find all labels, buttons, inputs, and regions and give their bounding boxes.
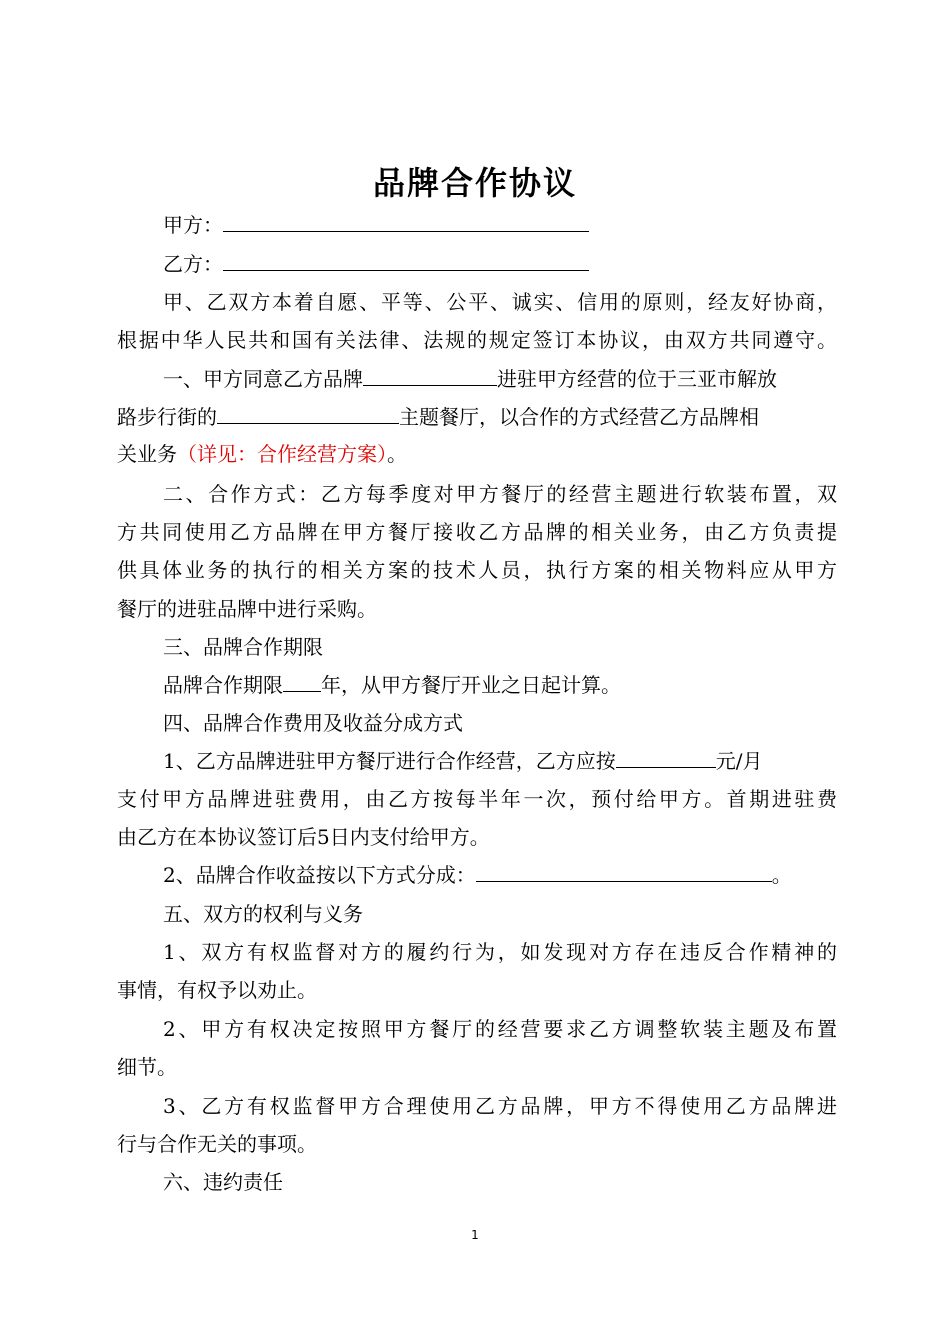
clause5-item3-line-1: 3、乙方有权监督甲方合理使用乙方品牌，甲方不得使用乙方品牌进 <box>163 1094 837 1118</box>
clause4-item2-suffix: 。 <box>771 863 792 887</box>
clause2-line-3: 供具体业务的执行的相关方案的技术人员，执行方案的相关物料应从甲方 <box>117 558 837 582</box>
clause1-line1-prefix: 一、甲方同意乙方品牌 <box>163 367 363 391</box>
brand-name-blank <box>363 365 497 386</box>
clause4-item1-prefix: 1、乙方品牌进驻甲方餐厅进行合作经营，乙方应按 <box>163 749 616 773</box>
clause1-line2-suffix: 主题餐厅，以合作的方式经营乙方品牌相 <box>399 405 759 429</box>
clause6-heading: 六、违约责任 <box>163 1170 283 1194</box>
clause1-line3-prefix: 关业务 <box>117 442 177 466</box>
clause3-line-suffix: 年，从甲方餐厅开业之日起计算。 <box>321 673 621 697</box>
monthly-fee-blank <box>616 747 716 768</box>
clause5-item1-line-1: 1、双方有权监督对方的履约行为，如发现对方存在违反合作精神的 <box>163 940 837 964</box>
clause1-line1-suffix: 进驻甲方经营的位于三亚市解放 <box>497 367 777 391</box>
intro-line-1: 甲、乙双方本着自愿、平等、公平、诚实、信用的原则，经友好协商， <box>163 290 837 314</box>
party-b-label: 乙方： <box>163 252 223 276</box>
clause1-line-2 <box>117 403 837 431</box>
clause1-line-1 <box>163 365 837 393</box>
clause3-heading: 三、品牌合作期限 <box>163 635 323 659</box>
clause4-item1-line-3: 由乙方在本协议签订后5日内支付给甲方。 <box>117 825 490 849</box>
clause4-item1-suffix: 元/月 <box>715 749 763 773</box>
party-a-label: 甲方： <box>163 213 223 237</box>
clause5-item1-line-2: 事情，有权予以劝止。 <box>117 978 317 1002</box>
revenue-share-blank <box>476 861 772 882</box>
clause4-item1-line-1 <box>163 747 837 775</box>
clause3-line-prefix: 品牌合作期限 <box>163 673 283 697</box>
party-a-line <box>163 211 837 239</box>
clause3-term-line <box>163 671 837 699</box>
party-b-line <box>163 250 837 278</box>
clause1-line3-suffix: 。 <box>387 442 407 466</box>
clause2-line-2: 方共同使用乙方品牌在甲方餐厅接收乙方品牌的相关业务，由乙方负责提 <box>117 520 837 544</box>
clause4-heading: 四、品牌合作费用及收益分成方式 <box>163 711 463 735</box>
clause4-item1-line-2: 支付甲方品牌进驻费用，由乙方按每半年一次，预付给甲方。首期进驻费 <box>117 787 837 811</box>
clause4-item2-prefix: 2、品牌合作收益按以下方式分成： <box>163 863 476 887</box>
party-a-blank <box>223 211 589 232</box>
document-title: 品牌合作协议 <box>372 164 577 202</box>
restaurant-name-blank <box>217 403 399 424</box>
clause5-item2-line-1: 2、甲方有权决定按照甲方餐厅的经营要求乙方调整软装主题及布置 <box>163 1017 837 1041</box>
page-number: 1 <box>471 1228 479 1242</box>
term-years-blank <box>283 671 321 692</box>
clause5-item2-line-2: 细节。 <box>117 1055 177 1079</box>
clause2-line-1: 二、合作方式：乙方每季度对甲方餐厅的经营主题进行软装布置，双 <box>163 482 837 506</box>
clause1-line-3 <box>117 440 837 468</box>
clause4-item2-line <box>163 861 837 889</box>
intro-line-2: 根据中华人民共和国有关法律、法规的规定签订本协议，由双方共同遵守。 <box>117 328 837 352</box>
clause5-heading: 五、双方的权利与义务 <box>163 902 363 926</box>
clause2-line-4: 餐厅的进驻品牌中进行采购。 <box>117 597 377 621</box>
party-b-blank <box>223 250 589 271</box>
clause1-reference-note: （详见：合作经营方案） <box>177 442 387 466</box>
clause5-item3-line-2: 行与合作无关的事项。 <box>117 1132 317 1156</box>
clause1-line2-prefix: 路步行街的 <box>117 405 217 429</box>
